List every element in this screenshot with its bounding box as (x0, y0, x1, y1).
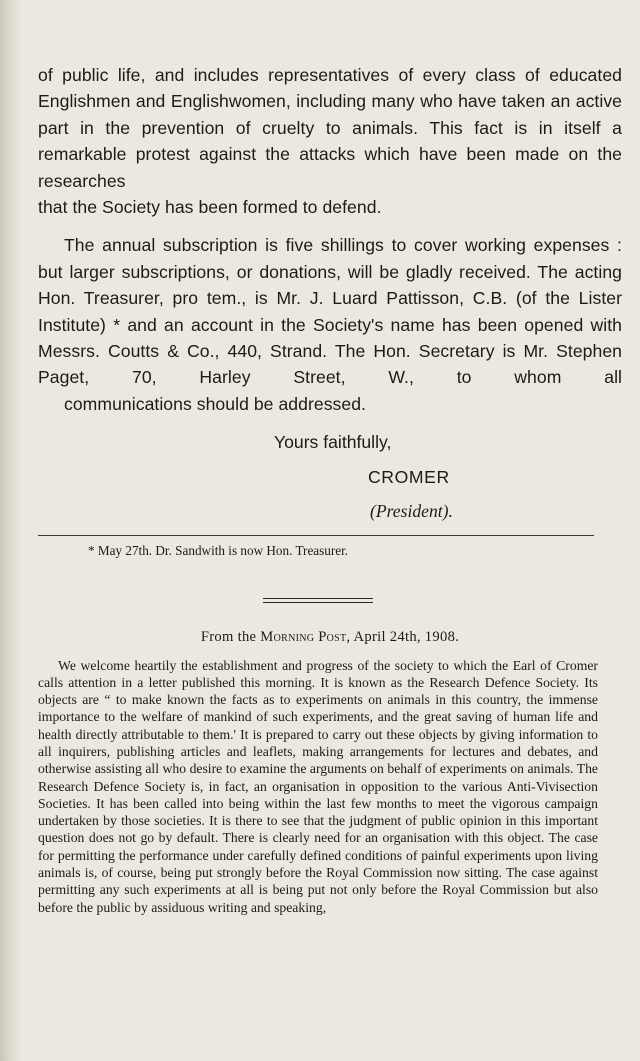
letter-paragraph-1-last-line: that the Society has been formed to defend. (38, 197, 382, 218)
article-source (38, 629, 622, 646)
letter-paragraph-2: The annual subscription is five shillings to cover working expenses : but larger subscriptions, or donations, will be gladly received. The acting Hon. Treasurer, pro tem., is Mr. J. Luard Pattisson, C.B. (of the Lister Institute) * and an account in the Society's name has been opened with Messrs. Coutts & Co., 440, Strand. The Hon. Secretary is Mr. Stephen Paget, 70, Harley Street, W., to whom all communications should be addressed. (38, 232, 622, 417)
letter-paragraph-2-last-line: communications should be addressed. (64, 393, 366, 414)
source-newspaper: Morning Post (260, 628, 347, 645)
signature-name: CROMER (368, 466, 450, 487)
source-date: , April 24th, 1908. (346, 628, 460, 645)
article-text: We welcome heartily the establishment and progress of the society to which the Earl of Cromer calls attention in a letter published this morning. It is known as the Research Defence Society. Its objects are “ to make known the facts as to experiments on animals in this country, the immense importance to the welfare of mankind of such experiments, and the great saving of human life and health directly attributable to them.' It is prepared to carry out these objects by giving information to all inquirers, publishing articles and leaflets, making arrangements for lectures and debates, and otherwise assisting all who desire to examine the arguments on behalf of experiments on animals. The Research Defence Society is, in fact, an organisation in opposition to the various Anti-Vivisection Societies. It has been called into being within the last few months to meet the vigorous campaign undertaken by those societies. It is there to see that the judgment of public opinion in this important question does not go by default. There is clearly need for an organisation with this object. The case for permitting the performance under carefully defined conditions of painful experiments upon living animals is, of course, being put strongly before the Royal Commission now sitting. The case against permitting any such experiments at all is being put not only before the Royal Commission but also before the public by assiduous writing and speaking, (38, 657, 598, 915)
document-page (38, 62, 622, 916)
article-indent (38, 658, 58, 673)
section-double-rule (263, 598, 373, 603)
signature-title: (President). (370, 501, 453, 522)
footnote-rule (38, 535, 594, 536)
letter-paragraph-1: of public life, and includes representatives of every class of educated Englishmen and Englishwomen, including many who have taken an active part in the prevention of cruelty to animals. This fact is in itself a remarkable protest against the attacks which have been made on the researches that the Society has been formed to defend. (38, 62, 622, 220)
signature-closing: Yours faithfully, (274, 432, 392, 453)
footnote: * May 27th. Dr. Sandwith is now Hon. Treasurer. (88, 542, 349, 558)
page-gutter-shadow (0, 0, 22, 1061)
letter-body (38, 62, 622, 417)
signature-block (38, 429, 622, 524)
article-body (38, 657, 598, 916)
source-prefix: From the (200, 628, 257, 645)
